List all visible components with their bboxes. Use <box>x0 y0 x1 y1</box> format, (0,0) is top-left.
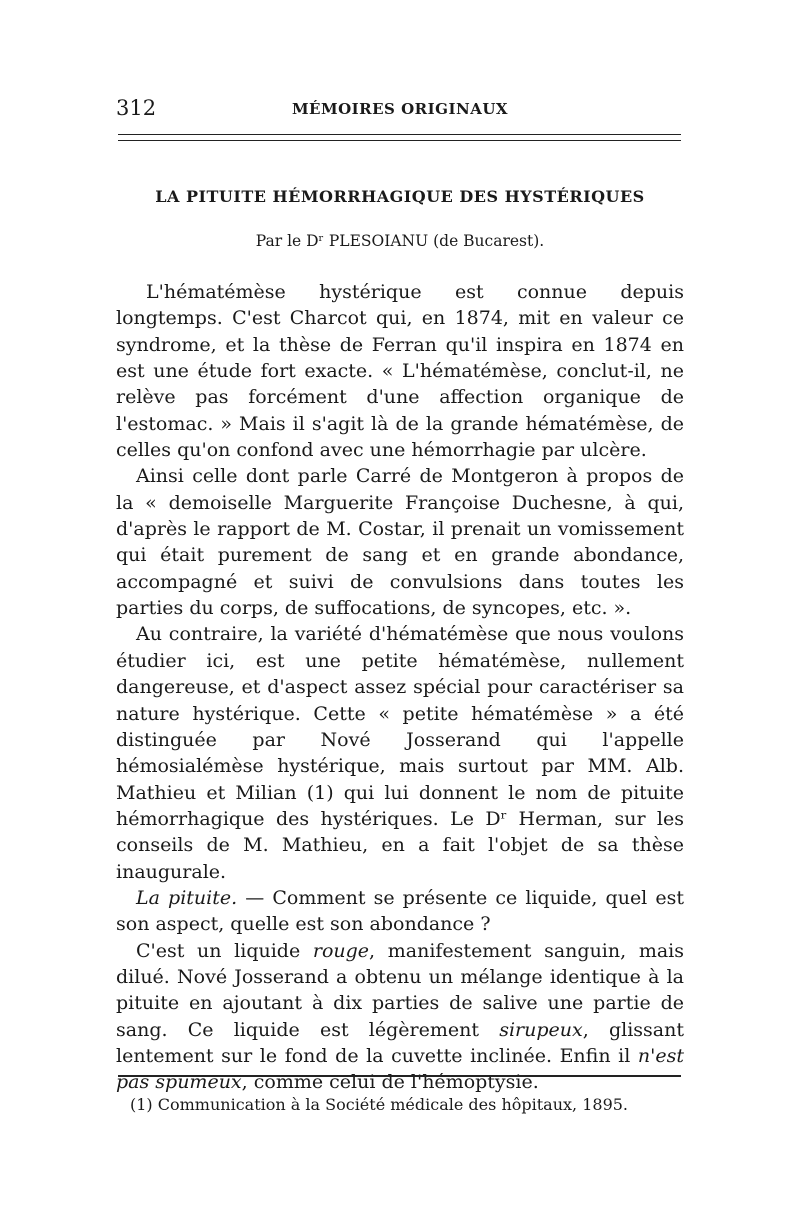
running-head: MÉMOIRES ORIGINAUX <box>291 100 509 118</box>
paragraph-4 <box>116 885 684 938</box>
p5-text-1: C'est un liquide <box>136 939 313 962</box>
article-body <box>116 279 684 1096</box>
footnote: (1) Communication à la Société médicale des hôpitaux, 1895. <box>130 1095 629 1114</box>
p5-italic-spumeux: n'est pas spumeux <box>116 1044 684 1094</box>
paragraph-2: Ainsi celle dont parle Carré de Montgeron à propos de la « demoiselle Marguerite Françoise Duchesne, à qui, d'après le rapport de M. Costar, il prenait un vomissement qui était purement de sang et en grande abondance, accompagné et suivi de convulsions dans toutes les parties du corps, de suffocations, de syncopes, etc. ». <box>116 465 684 620</box>
section-lead: La pituite. <box>136 886 238 909</box>
p5-italic-rouge: rouge <box>312 939 370 962</box>
p5-text-2: , manifestement sanguin, mais dilué. Nové Josserand a obtenu un mélange identique à la pituite en ajoutant à dix parties de salive une partie de sang. Ce liquide est légèrement <box>116 939 684 1041</box>
article-title: LA PITUITE HÉMORRHAGIQUE DES HYSTÉRIQUES <box>155 187 645 206</box>
paragraph-3: Au contraire, la variété d'hématémèse que nous voulons étudier ici, est une petite hématémèse, nullement dangereuse, et d'aspect assez spécial pour caractériser sa nature hystérique. Cette « petite hématémèse » a été distinguée par Nové Josserand qui l'appelle hémosialémèse hystérique, mais surtout par MM. Alb. Mathieu et Milian (1) qui lui donnent le nom de pituite hémorrhagique des hystériques. Le Dʳ Herman, sur les conseils de M. Mathieu, en a fait l'objet de sa thèse inaugurale. <box>116 623 684 883</box>
p5-italic-sirupeux: sirupeux <box>499 1018 583 1041</box>
p5-text-3: , glissant lentement sur le fond de la cuvette inclinée. Enfin il <box>116 1018 684 1067</box>
paragraph-5 <box>116 938 684 1096</box>
paragraph-1: L'hématémèse hystérique est connue depuis longtemps. C'est Charcot qui, en 1874, mit en valeur ce syndrome, et la thèse de Ferran qu'il inspira en 1874 en est une étude fort exacte. « L'hématémèse, conclut-il, ne relève pas forcément d'une affection organique de l'estomac. » Mais il s'agit là de la grande hématémèse, de celles qu'on confond avec une hémorrhagie par ulcère. <box>116 281 684 462</box>
paragraph-4-text: — Comment se présente ce liquide, quel est son aspect, quelle est son abondance ? <box>116 886 684 936</box>
byline: Par le Dʳ PLESOIANU (de Bucarest). <box>255 232 545 250</box>
footnote-rule <box>118 1075 681 1077</box>
page-number: 312 <box>116 96 157 120</box>
header-double-rule <box>118 134 681 141</box>
p5-text-4: , comme celui de l'hémoptysie. <box>241 1071 539 1094</box>
